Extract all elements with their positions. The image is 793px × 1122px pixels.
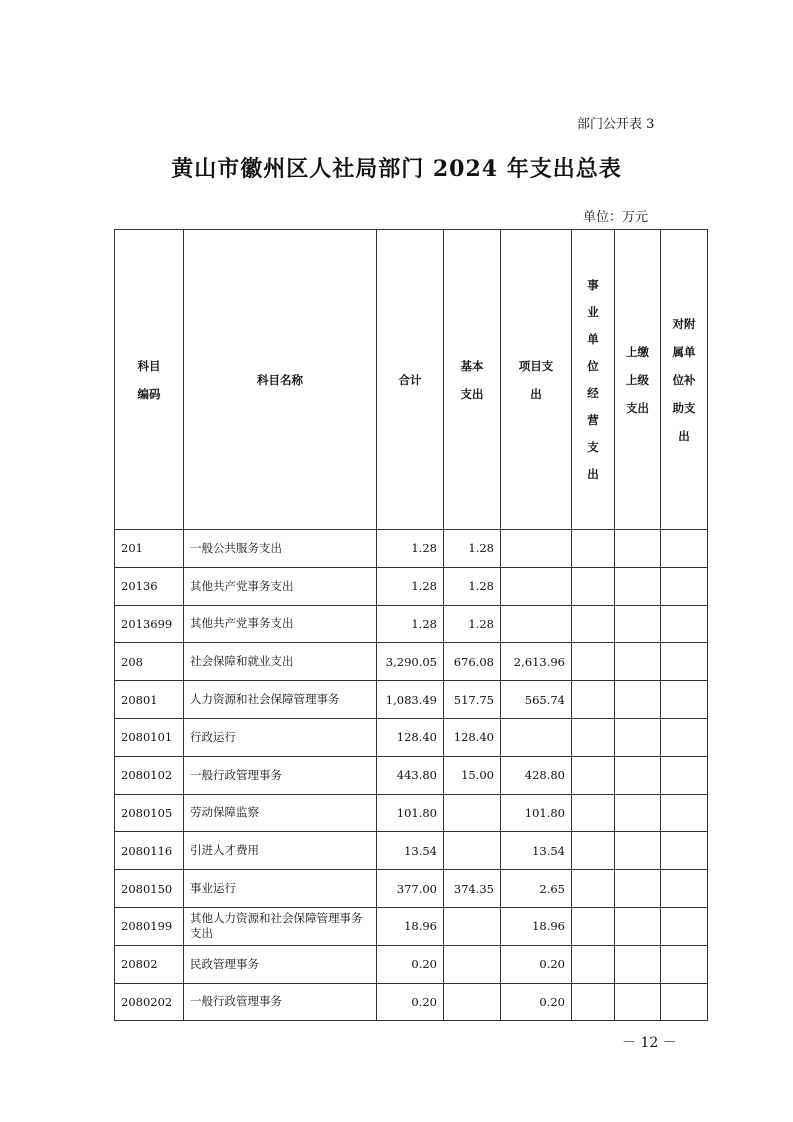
- table-row: [115, 870, 708, 908]
- cell-superior: [615, 832, 661, 870]
- cell-basic: 517.75: [444, 681, 501, 719]
- header-code: 科目编码: [115, 230, 184, 530]
- cell-basic: 15.00: [444, 756, 501, 794]
- cell-name: 行政运行: [184, 718, 377, 756]
- cell-superior: [615, 756, 661, 794]
- cell-project: [501, 605, 572, 643]
- cell-name: 引进人才费用: [184, 832, 377, 870]
- cell-subsidy: [661, 605, 708, 643]
- cell-subsidy: [661, 567, 708, 605]
- cell-superior: [615, 681, 661, 719]
- cell-operation: [572, 718, 615, 756]
- cell-superior: [615, 530, 661, 568]
- cell-basic: 676.08: [444, 643, 501, 681]
- cell-total: 1,083.49: [377, 681, 444, 719]
- cell-project: [501, 718, 572, 756]
- cell-code: 2080102: [115, 756, 184, 794]
- cell-code: 2080105: [115, 794, 184, 832]
- header-basic: 基本支出: [444, 230, 501, 530]
- cell-basic: 1.28: [444, 567, 501, 605]
- cell-subsidy: [661, 907, 708, 945]
- cell-code: 20802: [115, 945, 184, 983]
- cell-total: 101.80: [377, 794, 444, 832]
- cell-operation: [572, 681, 615, 719]
- cell-operation: [572, 567, 615, 605]
- cell-subsidy: [661, 530, 708, 568]
- cell-total: 128.40: [377, 718, 444, 756]
- cell-project: 13.54: [501, 832, 572, 870]
- cell-basic: [444, 832, 501, 870]
- cell-superior: [615, 983, 661, 1021]
- cell-operation: [572, 907, 615, 945]
- cell-superior: [615, 567, 661, 605]
- cell-total: 0.20: [377, 945, 444, 983]
- expenditure-table: [114, 229, 708, 1021]
- cell-code: 20801: [115, 681, 184, 719]
- cell-operation: [572, 530, 615, 568]
- cell-name: 人力资源和社会保障管理事务: [184, 681, 377, 719]
- cell-name: 一般行政管理事务: [184, 983, 377, 1021]
- document-label: 部门公开表 3: [577, 117, 655, 132]
- page-title: 黄山市徽州区人社局部门 2024 年支出总表: [171, 156, 622, 182]
- cell-operation: [572, 870, 615, 908]
- cell-name: 社会保障和就业支出: [184, 643, 377, 681]
- cell-project: 101.80: [501, 794, 572, 832]
- cell-total: 13.54: [377, 832, 444, 870]
- cell-project: [501, 567, 572, 605]
- header-total: 合计: [377, 230, 444, 530]
- cell-project: 428.80: [501, 756, 572, 794]
- cell-name: 其他人力资源和社会保障管理事务支出: [184, 907, 377, 945]
- cell-subsidy: [661, 756, 708, 794]
- cell-name: 事业运行: [184, 870, 377, 908]
- unit-label: 单位：万元: [583, 210, 649, 225]
- cell-project: [501, 530, 572, 568]
- cell-basic: [444, 794, 501, 832]
- cell-subsidy: [661, 681, 708, 719]
- cell-project: 2.65: [501, 870, 572, 908]
- cell-name: 其他共产党事务支出: [184, 567, 377, 605]
- cell-superior: [615, 605, 661, 643]
- table-row: [115, 643, 708, 681]
- cell-name: 一般公共服务支出: [184, 530, 377, 568]
- cell-basic: 1.28: [444, 530, 501, 568]
- header-name: 科目名称: [184, 230, 377, 530]
- cell-code: 201: [115, 530, 184, 568]
- cell-code: 20136: [115, 567, 184, 605]
- cell-subsidy: [661, 870, 708, 908]
- cell-total: 1.28: [377, 530, 444, 568]
- cell-code: 2080202: [115, 983, 184, 1021]
- cell-name: 劳动保障监察: [184, 794, 377, 832]
- cell-project: 0.20: [501, 983, 572, 1021]
- header-project: 项目支出: [501, 230, 572, 530]
- cell-code: 2080150: [115, 870, 184, 908]
- cell-subsidy: [661, 945, 708, 983]
- cell-total: 0.20: [377, 983, 444, 1021]
- cell-subsidy: [661, 718, 708, 756]
- table-row: [115, 907, 708, 945]
- header-operation: 事业单位经营支出: [572, 230, 615, 530]
- table-header-row: [115, 230, 708, 530]
- table-row: [115, 718, 708, 756]
- page-number: － 12 －: [622, 1035, 677, 1051]
- cell-basic: 1.28: [444, 605, 501, 643]
- cell-subsidy: [661, 832, 708, 870]
- cell-total: 1.28: [377, 605, 444, 643]
- cell-superior: [615, 870, 661, 908]
- cell-name: 其他共产党事务支出: [184, 605, 377, 643]
- table-row: [115, 945, 708, 983]
- cell-project: 2,613.96: [501, 643, 572, 681]
- header-superior: 上缴上级支出: [615, 230, 661, 530]
- cell-project: 0.20: [501, 945, 572, 983]
- cell-operation: [572, 945, 615, 983]
- cell-subsidy: [661, 643, 708, 681]
- table-row: [115, 756, 708, 794]
- cell-basic: [444, 983, 501, 1021]
- cell-superior: [615, 794, 661, 832]
- cell-subsidy: [661, 983, 708, 1021]
- table-row: [115, 983, 708, 1021]
- cell-operation: [572, 794, 615, 832]
- table-row: [115, 832, 708, 870]
- cell-total: 3,290.05: [377, 643, 444, 681]
- cell-operation: [572, 983, 615, 1021]
- cell-total: 18.96: [377, 907, 444, 945]
- cell-code: 2013699: [115, 605, 184, 643]
- table-row: [115, 530, 708, 568]
- cell-basic: [444, 907, 501, 945]
- cell-name: 民政管理事务: [184, 945, 377, 983]
- cell-total: 1.28: [377, 567, 444, 605]
- cell-name: 一般行政管理事务: [184, 756, 377, 794]
- cell-operation: [572, 605, 615, 643]
- cell-code: 2080199: [115, 907, 184, 945]
- cell-superior: [615, 945, 661, 983]
- cell-operation: [572, 832, 615, 870]
- cell-total: 377.00: [377, 870, 444, 908]
- cell-project: 565.74: [501, 681, 572, 719]
- cell-project: 18.96: [501, 907, 572, 945]
- table-body: [115, 530, 708, 1021]
- cell-subsidy: [661, 794, 708, 832]
- cell-basic: 374.35: [444, 870, 501, 908]
- table-row: [115, 567, 708, 605]
- table-row: [115, 681, 708, 719]
- cell-superior: [615, 907, 661, 945]
- table-row: [115, 794, 708, 832]
- cell-code: 2080116: [115, 832, 184, 870]
- cell-superior: [615, 643, 661, 681]
- cell-basic: 128.40: [444, 718, 501, 756]
- header-subsidy: 对附属单位补助支出: [661, 230, 708, 530]
- cell-code: 2080101: [115, 718, 184, 756]
- cell-operation: [572, 643, 615, 681]
- cell-code: 208: [115, 643, 184, 681]
- cell-basic: [444, 945, 501, 983]
- cell-superior: [615, 718, 661, 756]
- cell-total: 443.80: [377, 756, 444, 794]
- table-row: [115, 605, 708, 643]
- cell-operation: [572, 756, 615, 794]
